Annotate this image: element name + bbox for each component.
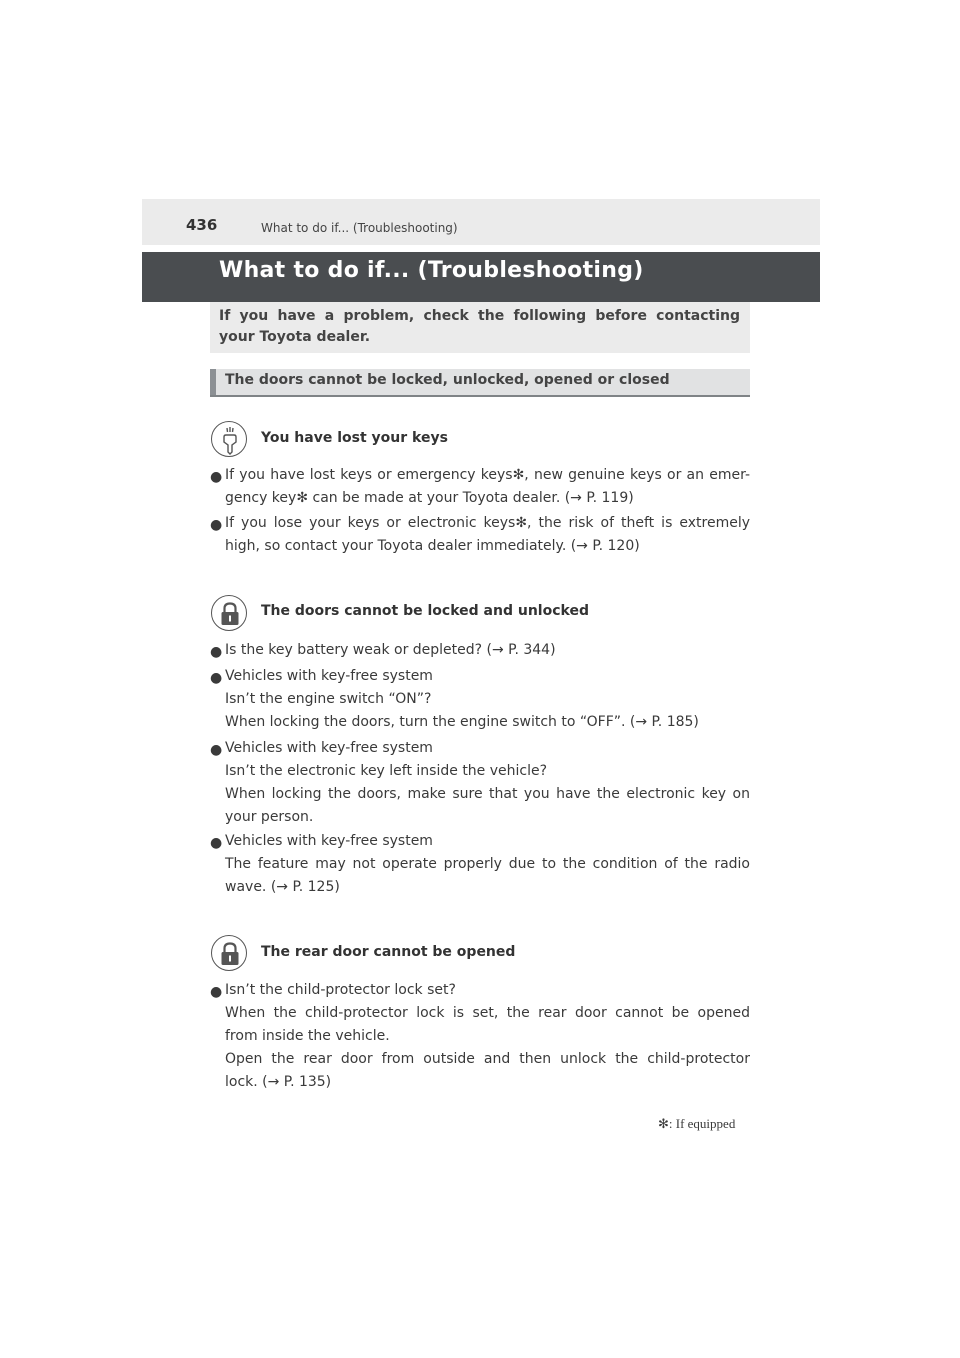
item-line: wave. (→ P. 125) xyxy=(225,879,340,895)
list-item xyxy=(225,464,750,510)
item-line: When the child-protector lock is set, the rear door cannot be opened xyxy=(225,1005,750,1021)
bullet: ● xyxy=(210,835,223,851)
lock-icon xyxy=(211,935,247,971)
list-item xyxy=(225,979,750,1094)
page-title: What to do if... (Troubleshooting) xyxy=(219,258,644,283)
item-line: high, so contact your Toyota dealer immediately. (→ P. 120) xyxy=(225,538,640,554)
item-line: Is the key battery weak or depleted? (→ P. 344) xyxy=(225,642,556,658)
item-line: your person. xyxy=(225,809,314,825)
item-line: Isn’t the engine switch “ON”? xyxy=(225,691,432,707)
section-heading-accent xyxy=(210,369,216,395)
intro-text: If you have a problem, check the following before contacting your Toyota dealer. xyxy=(219,308,740,345)
item-line: Vehicles with key-free system xyxy=(225,833,433,849)
running-head: What to do if... (Troubleshooting) xyxy=(261,221,458,235)
list-item xyxy=(225,639,750,662)
item-line: Open the rear door from outside and then unlock the child-protector xyxy=(225,1051,750,1067)
item-line: gency key✻ can be made at your Toyota dealer. (→ P. 119) xyxy=(225,490,634,506)
bullet: ● xyxy=(210,469,223,485)
subsection-title-doors-lock: The doors cannot be locked and unlocked xyxy=(261,603,589,619)
section-heading-label: The doors cannot be locked, unlocked, opened or closed xyxy=(225,372,670,388)
subsection-title-lost-keys: You have lost your keys xyxy=(261,430,448,446)
footnote: ✻: If equipped xyxy=(658,1116,736,1131)
item-line: If you have lost keys or emergency keys✻, new genuine keys or an emer- xyxy=(225,467,750,483)
item-line: Isn’t the child-protector lock set? xyxy=(225,982,456,998)
list-item xyxy=(225,512,750,558)
item-line: Vehicles with key-free system xyxy=(225,668,433,684)
list-item xyxy=(225,665,750,734)
item-line: Isn’t the electronic key left inside the vehicle? xyxy=(225,763,548,779)
lock-icon xyxy=(211,595,247,631)
item-line: from inside the vehicle. xyxy=(225,1028,390,1044)
item-line: When locking the doors, turn the engine switch to “OFF”. (→ P. 185) xyxy=(225,714,699,730)
item-line: Vehicles with key-free system xyxy=(225,740,433,756)
header-band xyxy=(142,199,820,245)
bullet: ● xyxy=(210,644,223,660)
bullet: ● xyxy=(210,984,223,1000)
key-icon xyxy=(211,421,247,457)
item-line: lock. (→ P. 135) xyxy=(225,1074,332,1090)
list-item xyxy=(225,830,750,899)
bullet: ● xyxy=(210,670,223,686)
item-line: When locking the doors, make sure that you have the electronic key on xyxy=(225,786,750,802)
list-item xyxy=(225,737,750,829)
section-heading xyxy=(210,369,750,397)
subsection-title-rear-door: The rear door cannot be opened xyxy=(261,944,516,960)
page-number: 436 xyxy=(186,216,218,234)
bullet: ● xyxy=(210,742,223,758)
item-line: The feature may not operate properly due to the condition of the radio xyxy=(225,856,750,872)
item-line: If you lose your keys or electronic keys✻, the risk of theft is extremely xyxy=(225,515,750,531)
bullet: ● xyxy=(210,517,223,533)
